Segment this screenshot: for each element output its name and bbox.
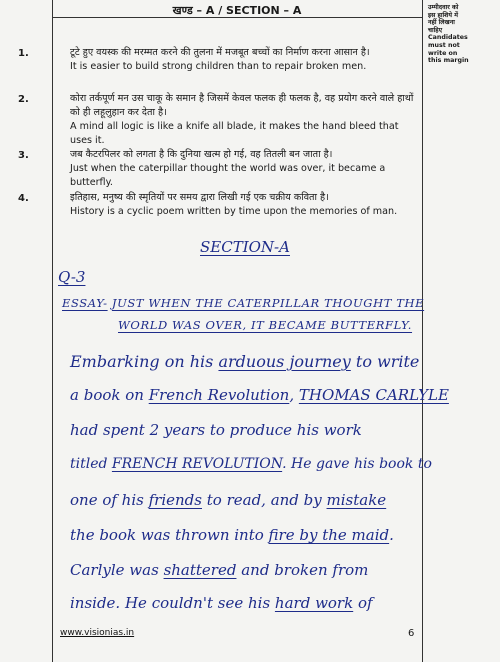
essay-title-line <box>62 296 424 310</box>
answer-section-heading: SECTION-A <box>200 238 290 256</box>
question-hindi: कोरा तर्कपूर्ण मन उस चाकू के समान है जिसमें केवल फलक ही फलक है, वह प्रयोग करने वाले हाथों को ही लहूलुहान कर देता है। <box>70 93 414 118</box>
question-hindi: टूटे हुए वयस्क की मरम्मत करने की तुलना में मजबूत बच्चों का निर्माण करना आसान है। <box>70 47 370 58</box>
margin-note-line: this margin <box>428 57 469 65</box>
page-number: 6 <box>408 628 415 639</box>
margin-note-line: Candidates <box>428 34 468 42</box>
answer-line: Embarking on his arduous journey to write <box>70 352 420 371</box>
question-hindi: जब कैटरपिलर को लगता है कि दुनिया खत्म हो गई, वह तितली बन जाता है। <box>70 149 333 160</box>
answer-line: Carlyle was shattered and broken from <box>70 561 369 579</box>
essay-title-line <box>118 318 412 332</box>
section-header: खण्ड – A / SECTION – A <box>172 4 302 17</box>
question-text <box>70 148 420 190</box>
essay-title: JUST WHEN THE CATERPILLAR THOUGHT THE <box>111 296 425 310</box>
question-number: 3. <box>18 150 29 161</box>
question-number: 1. <box>18 48 29 59</box>
answer-line: inside. He couldn't see his hard work of <box>70 594 373 612</box>
question-number: 4. <box>18 193 29 204</box>
website-link[interactable]: www.visionias.in <box>60 628 135 638</box>
question-english: History is a cyclic poem written by time upon the memories of man. <box>70 206 398 217</box>
left-margin-line <box>52 0 53 662</box>
answer-line: one of his friends to read, and by mistake <box>70 491 387 509</box>
margin-note <box>428 4 494 65</box>
margin-note-line: इस हाशिये में <box>428 11 459 19</box>
margin-note-line: write on <box>428 49 458 57</box>
question-number: 2. <box>18 94 29 105</box>
question-english: A mind all logic is like a knife all blade, it makes the hand bleed that uses it. <box>70 121 399 146</box>
margin-note-line: must not <box>428 41 460 49</box>
margin-note-line: नहीं लिखना <box>428 19 455 27</box>
question-english: Just when the caterpillar thought the world was over, it became a butterfly. <box>70 163 386 188</box>
question-english: It is easier to build strong children than to repair broken men. <box>70 61 367 72</box>
answer-question-label: Q-3 <box>58 268 86 286</box>
question-hindi: इतिहास, मनुष्य की स्मृतियों पर समय द्वारा लिखी गई एक चक्रीय कविता है। <box>70 192 329 203</box>
right-margin-line <box>422 0 423 662</box>
essay-title: WORLD WAS OVER, IT BECAME BUTTERFLY. <box>118 318 413 332</box>
question-text <box>70 46 420 74</box>
answer-line: had spent 2 years to produce his work <box>70 421 362 439</box>
question-text <box>70 191 420 219</box>
answer-line: titled FRENCH REVOLUTION. He gave his book to <box>70 456 432 472</box>
margin-note-line: उम्मीदवार को <box>428 4 459 11</box>
essay-label: ESSAY- <box>62 296 108 310</box>
answer-line: a book on French Revolution, THOMAS CARLYLE <box>70 386 449 404</box>
margin-note-line: चाहिए <box>428 26 443 34</box>
question-text <box>70 92 420 148</box>
answer-line: the book was thrown into fire by the maid. <box>70 526 394 544</box>
